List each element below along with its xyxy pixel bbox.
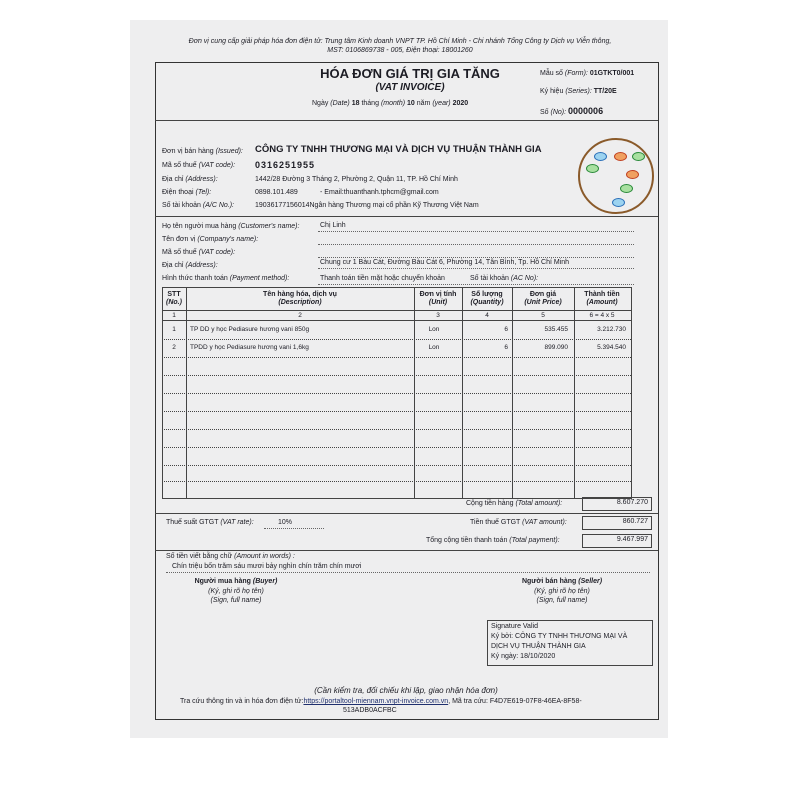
vat-amount-value: 860.727 <box>622 518 648 525</box>
logo-blob-blue-2 <box>612 198 625 207</box>
row-1-no: 1 <box>172 326 176 333</box>
header-amount: Thành tiền (Amount) <box>584 291 620 306</box>
row-2-no: 2 <box>172 344 176 351</box>
row-divider-2 <box>162 357 631 358</box>
row-1-unit: Lon <box>428 326 440 333</box>
seller-address-label: Địa chỉ (Address): <box>162 176 218 183</box>
row-2-unit: Lon <box>428 344 440 351</box>
buyer-tax-line <box>318 257 634 258</box>
payment-line <box>318 284 634 285</box>
vat-amount-label: Tiền thuế GTGT (VAT amount): <box>470 519 567 526</box>
serial-number: Ký hiệu (Series): TT/20E <box>540 88 617 95</box>
row-1-description: TP DD y học Pediasure hương vani 850g <box>190 326 310 333</box>
logo-blob-green-2 <box>586 164 599 173</box>
row-divider-7 <box>162 447 631 448</box>
subtotal-value: 8.607.270 <box>616 499 648 506</box>
subtotal-divider <box>155 513 658 514</box>
header-quantity: Số lượng (Quantity) <box>470 291 504 306</box>
seller-name: CÔNG TY TNHH THƯƠNG MẠI VÀ DỊCH VỤ THUẬN THÀNH GIA <box>255 144 542 155</box>
provider-line-2: MST: 0106869738 - 005, Điện thoại: 18001260 <box>327 47 473 54</box>
buyer-address-line <box>318 268 634 269</box>
seller-address: 1442/28 Đường 3 Tháng 2, Phường 2, Quận 11, TP. Hồ Chí Minh <box>255 176 458 183</box>
signature-valid: Signature Valid <box>491 623 538 630</box>
row-divider-5 <box>162 411 631 412</box>
vat-rate-value: 10% <box>278 519 293 526</box>
seller-tel: 0898.101.489 <box>255 189 298 196</box>
seller-sign-note-2: (Sign, full name) <box>536 597 588 604</box>
payment-method-label: Hình thức thanh toán (Payment method): <box>162 275 290 282</box>
logo-blob-green-3 <box>620 184 633 193</box>
invoice-date: Ngày (Date) 18 tháng (month) 10 năm (year) 2020 <box>312 100 469 107</box>
seller-tax-label: Mã số thuế (VAT code): <box>162 162 236 169</box>
totals-divider <box>155 550 658 551</box>
row-divider-6 <box>162 429 631 430</box>
row-1-unit-price: 535.455 <box>544 326 568 333</box>
index-cell: 5 <box>541 312 545 319</box>
index-cell: 1 <box>172 312 176 319</box>
buyer-name-line <box>318 231 634 232</box>
seller-divider <box>155 216 658 217</box>
signature-date: Ký ngày: 18/10/2020 <box>491 653 556 660</box>
amount-words-label: Số tiền viết bằng chữ (Amount in words) : <box>166 553 295 560</box>
logo-blob-green-1 <box>632 152 645 161</box>
provider-line-1: Đơn vị cung cấp giải pháp hóa đơn điện tử: Trung tâm Kinh doanh VNPT TP. Hồ Chí Minh - Chi nhánh Tổng Công ty Dịch vụ Viễn thông, <box>188 38 612 45</box>
title-divider <box>155 120 658 121</box>
buyer-company-label: Tên đơn vị (Company's name): <box>162 236 259 243</box>
buyer-sign-title: Người mua hàng (Buyer) <box>194 578 278 585</box>
index-cell: 2 <box>298 312 302 319</box>
buyer-name-label: Họ tên người mua hàng (Customer's name): <box>162 223 300 230</box>
seller-account-label: Số tài khoản (A/C No.): <box>162 202 234 209</box>
buyer-address-label: Địa chỉ (Address): <box>162 262 218 269</box>
header-no: STT (No.) <box>166 291 182 306</box>
amount-words: Chín triệu bốn trăm sáu mươi bảy nghìn chín trăm chín mươi <box>172 563 362 570</box>
buyer-sign-note-2: (Sign, full name) <box>210 597 262 604</box>
row-2-description: TPDD y học Pediasure hương vani 1,6kg <box>190 344 309 351</box>
buyer-account-label: Số tài khoản (AC No): <box>470 275 539 282</box>
footer-check-note: (Cần kiểm tra, đối chiếu khi lập, giao nhận hóa đơn) <box>314 686 498 695</box>
logo-blob-blue-1 <box>594 152 607 161</box>
invoice-title: HÓA ĐƠN GIÁ TRỊ GIA TĂNG <box>320 66 500 81</box>
total-payment-value: 9.467.997 <box>616 536 648 543</box>
seller-email: - Email:thuanthanh.tphcm@gmail.com <box>320 189 439 196</box>
logo-blob-orange-1 <box>614 152 627 161</box>
row-divider-8 <box>162 465 631 466</box>
seller-tel-label: Điện thoại (Tel): <box>162 189 212 196</box>
row-divider-9 <box>162 481 631 482</box>
vat-rate-label: Thuế suất GTGT (VAT rate): <box>166 519 254 526</box>
header-divider <box>162 310 631 311</box>
index-cell: 4 <box>485 312 489 319</box>
index-row-divider <box>162 320 631 321</box>
index-cell: 3 <box>436 312 440 319</box>
invoice-subtitle: (VAT INVOICE) <box>375 82 445 93</box>
row-2-quantity: 6 <box>504 344 508 351</box>
buyer-sign-note-1: (Ký, ghi rõ họ tên) <box>208 588 264 595</box>
subtotal-label: Cộng tiền hàng (Total amount): <box>466 500 563 507</box>
seller-account: 19036177156014Ngân hàng Thương mại cổ phần Kỹ Thương Việt Nam <box>255 202 479 209</box>
row-divider-1 <box>162 339 631 340</box>
row-divider-4 <box>162 393 631 394</box>
header-description: Tên hàng hóa, dịch vụ (Description) <box>263 291 337 306</box>
buyer-company-line <box>318 244 634 245</box>
footer-lookup-link[interactable]: https://portaltool-miennam.vnpt-invoice.com.vn <box>303 698 449 705</box>
seller-tax-code: 0316251955 <box>255 160 316 170</box>
row-2-unit-price: 899.090 <box>544 344 568 351</box>
signature-signed-by-2: DỊCH VỤ THUẬN THÀNH GIA <box>491 643 586 650</box>
logo-blob-orange-2 <box>626 170 639 179</box>
seller-sign-title: Người bán hàng (Seller) <box>521 578 603 585</box>
amount-words-line <box>166 572 650 573</box>
footer-lookup-code: 513ADB0ACFBC <box>343 707 397 714</box>
row-1-amount: 3.212.730 <box>597 326 626 333</box>
total-payment-label: Tổng cộng tiền thanh toán (Total payment): <box>426 537 560 544</box>
row-2-amount: 5.394.540 <box>597 344 626 351</box>
buyer-tax-label: Mã số thuế (VAT code): <box>162 249 236 256</box>
footer-lookup: Tra cứu thông tin và in hóa đơn điện tử:https://portaltool-miennam.vnpt-invoice.com.vn, Mã tra cứu: F4D7E619-07F8-46EA-8F58- <box>180 698 582 705</box>
payment-method: Thanh toán tiền mặt hoặc chuyển khoản <box>320 275 445 282</box>
seller-name-label: Đơn vị bán hàng (Issued): <box>162 148 243 155</box>
vat-rate-line <box>264 528 324 529</box>
form-number: Mẫu số (Form): 01GTKT0/001 <box>540 70 635 77</box>
index-cell: 6 = 4 x 5 <box>589 312 615 319</box>
invoice-number: Số (No): 0000006 <box>540 106 604 116</box>
seller-sign-note-1: (Ký, ghi rõ họ tên) <box>534 588 590 595</box>
header-unit-price: Đơn giá (Unit Price) <box>524 291 562 306</box>
buyer-address: Chung cư 1 Bàu Cát, Đường Bàu Cát 6, Phường 14, Tân Bình, Tp. Hồ Chí Minh <box>320 259 570 266</box>
row-divider-3 <box>162 375 631 376</box>
signature-signed-by-1: Ký bởi: CÔNG TY TNHH THƯƠNG MẠI VÀ <box>491 633 628 640</box>
row-1-quantity: 6 <box>504 326 508 333</box>
header-unit: Đơn vị tính (Unit) <box>419 291 457 306</box>
buyer-name: Chị Linh <box>320 222 346 229</box>
company-logo <box>578 138 654 214</box>
